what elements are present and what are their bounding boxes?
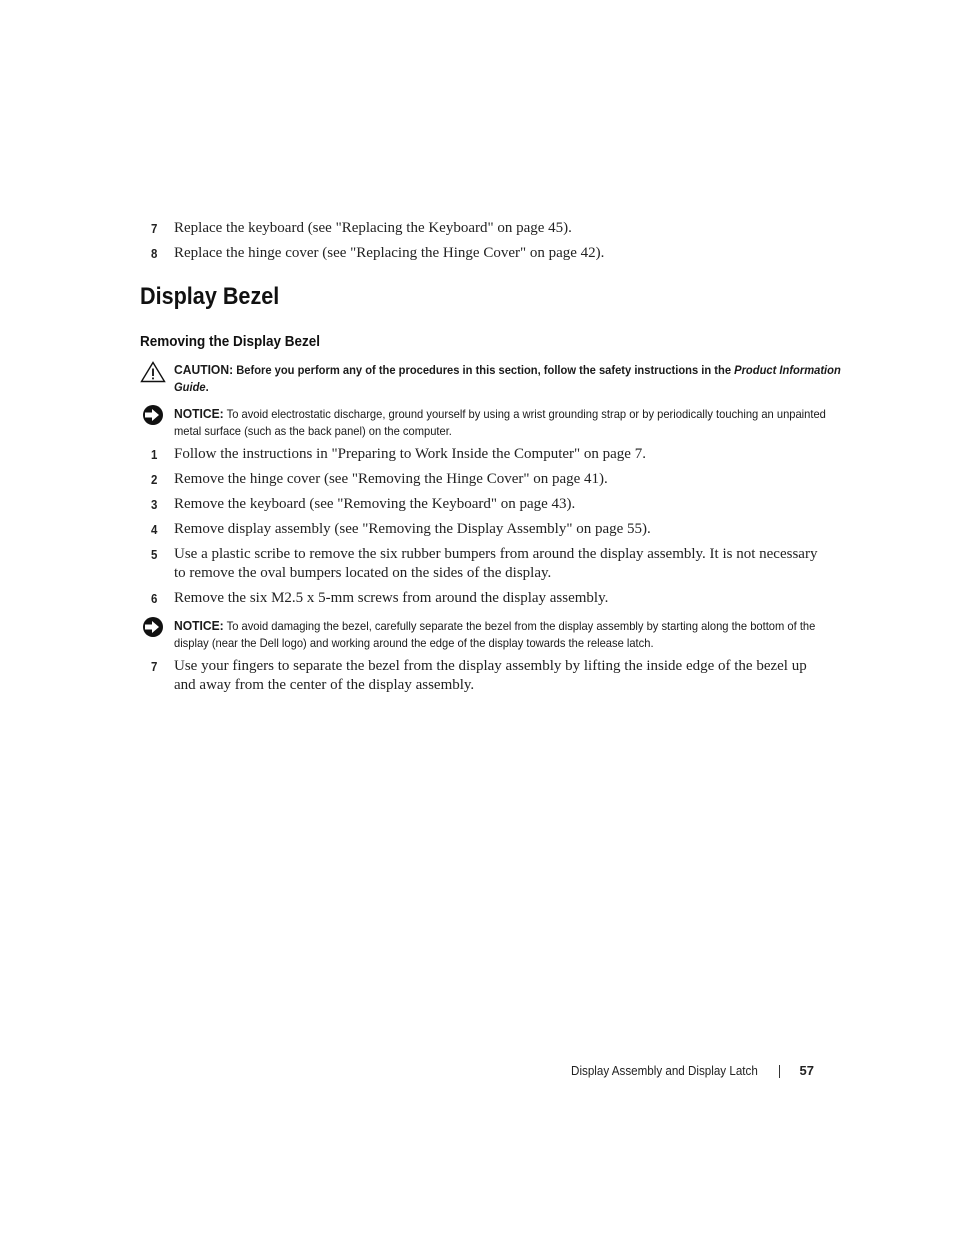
notice-label: NOTICE: [174, 406, 224, 421]
caution-end: . [205, 380, 209, 394]
notice-arrow-icon [140, 617, 166, 639]
step-5 [140, 545, 820, 583]
caution-label: CAUTION: [174, 362, 234, 377]
notice-box-esd [140, 405, 830, 440]
step-text: Use a plastic scribe to remove the six rubber bumpers from around the display assembly. It is not necessary to remove the oval bumpers located on the sides of the display. [174, 546, 818, 581]
page-number: 57 [799, 1063, 814, 1078]
page-footer [540, 1061, 820, 1081]
caution-text: Before you perform any of the procedures in this section, follow the safety instructions in the [236, 363, 732, 377]
step-2 [140, 470, 820, 489]
step-6 [140, 589, 820, 608]
caution-box [140, 361, 841, 396]
step-text: Follow the instructions in "Preparing to Work Inside the Computer" on page 7. [174, 446, 646, 462]
notice-box-bezel [140, 617, 830, 652]
step-text: Remove the hinge cover (see "Removing the Hinge Cover" on page 41). [174, 471, 608, 487]
notice-arrow-icon [140, 405, 166, 427]
step-number: 5 [151, 547, 158, 562]
step-number: 7 [151, 659, 158, 674]
section-title: Display Bezel [140, 283, 280, 310]
step-number: 6 [151, 591, 158, 606]
step-8-replace-hinge-cover [140, 244, 820, 263]
notice-text: To avoid damaging the bezel, carefully separate the bezel from the display assembly by starting along the bottom of the display (near the Dell logo) and working around the edge of the display towards the release latch. [174, 619, 816, 650]
step-number: 7 [151, 221, 158, 236]
notice-text: To avoid electrostatic discharge, ground yourself by using a wrist grounding strap or by periodically touching an unpainted metal surface (such as the back panel) on the computer. [174, 407, 826, 438]
step-7-separate-bezel [140, 657, 820, 695]
step-number: 8 [151, 246, 158, 261]
step-text: Remove the six M2.5 x 5-mm screws from around the display assembly. [174, 590, 609, 606]
step-1 [140, 445, 820, 464]
step-text: Use your fingers to separate the bezel from the display assembly by lifting the inside edge of the bezel up and away from the center of the display assembly. [174, 658, 807, 693]
warning-triangle-icon [140, 361, 166, 383]
subsection-title: Removing the Display Bezel [140, 333, 321, 350]
step-text: Replace the hinge cover (see "Replacing the Hinge Cover" on page 42). [174, 245, 605, 261]
step-number: 3 [151, 497, 158, 512]
step-number: 4 [151, 522, 158, 537]
step-text: Remove the keyboard (see "Removing the Keyboard" on page 43). [174, 496, 576, 512]
step-3 [140, 495, 820, 514]
step-text: Remove display assembly (see "Removing the Display Assembly" on page 55). [174, 521, 651, 537]
notice-label: NOTICE: [174, 618, 224, 633]
step-7-replace-keyboard [140, 219, 820, 238]
footer-divider [779, 1065, 780, 1078]
step-text: Replace the keyboard (see "Replacing the Keyboard" on page 45). [174, 220, 572, 236]
step-number: 2 [151, 472, 158, 487]
step-4 [140, 520, 820, 539]
step-number: 1 [151, 447, 158, 462]
footer-chapter-title: Display Assembly and Display Latch [571, 1064, 758, 1078]
caution-emphasis: Product Information Guide [174, 363, 841, 394]
